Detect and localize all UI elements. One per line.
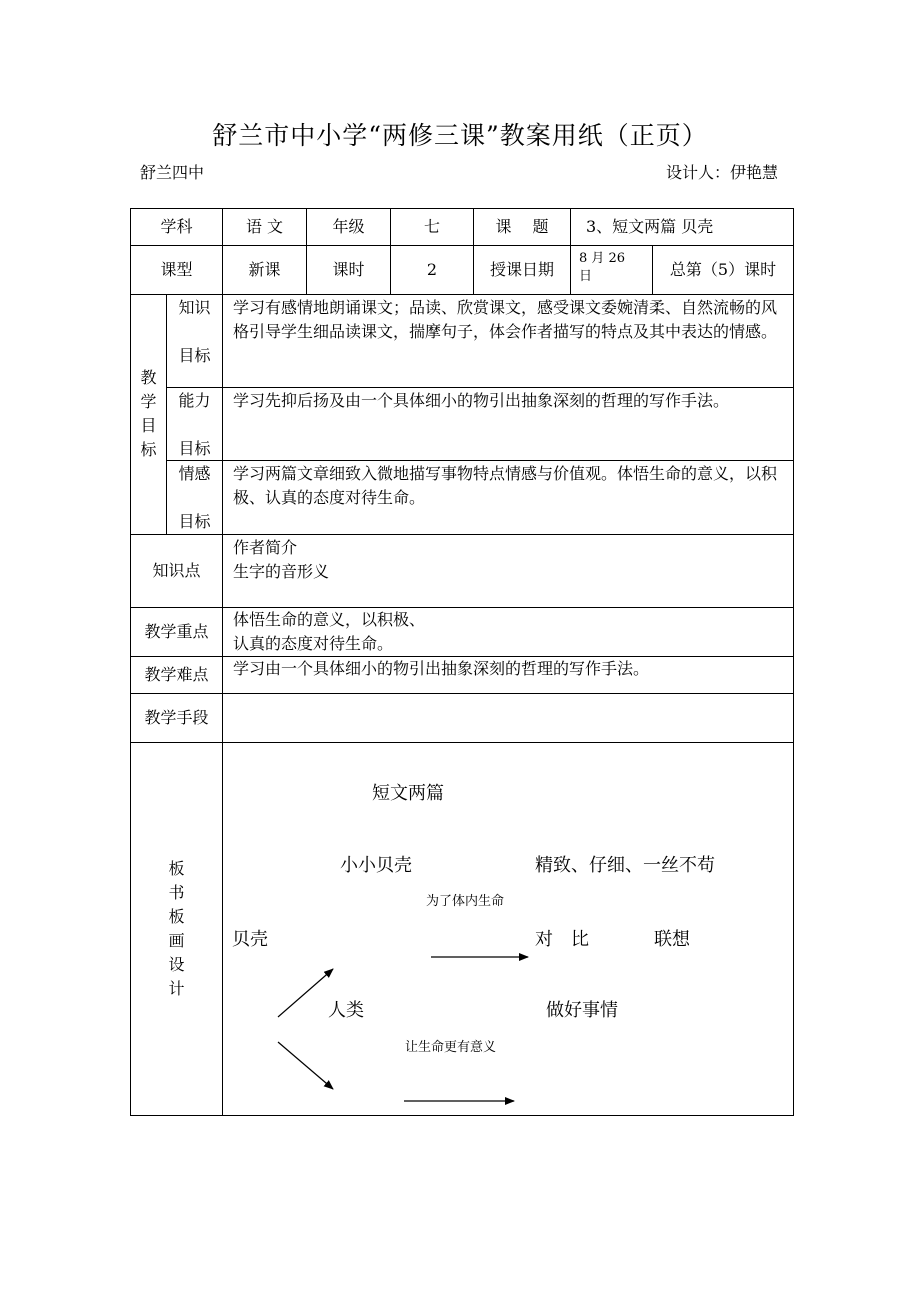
objectives-char: 标 [140,440,157,459]
board-shell: 贝壳 [232,929,268,950]
board-contrast: 对 比 [535,929,589,950]
knowledge-objective-text: 学习有感情地朗诵课文；品读、欣赏课文，感受课文委婉清柔、自然流畅的风格引导学生细品读课文，揣摩句子，体会作者描写的特点及其中表达的情感。 [233,298,778,341]
date-line-2: 日 [579,269,593,284]
emotion-label-top: 情感 [178,464,211,483]
knowledge-point-item: 作者简介 [233,538,298,557]
emotion-label-bottom: 目标 [178,512,211,531]
board-label-char: 计 [168,979,185,998]
objectives-char: 学 [140,392,157,411]
date-label: 授课日期 [489,260,554,279]
ability-objective-text: 学习先抑后扬及由一个具体细小的物引出抽象深刻的哲理的写作手法。 [233,391,730,410]
designer-name: 设计人：伊艳慧 [665,163,778,182]
board-label-char: 书 [168,883,185,902]
board-good-deeds: 做好事情 [546,1000,618,1021]
board-qualities: 精致、仔细、一丝不苟 [535,855,715,876]
topic-value: 3、短文两篇 贝壳 [586,217,714,236]
board-label-char: 画 [168,931,185,950]
grade-label: 年级 [332,217,365,236]
board-label-char: 设 [168,955,185,974]
date-line-1: 8 月 26 [579,251,626,266]
subject-value: 语 文 [245,217,284,236]
hours-value: 2 [426,260,438,279]
lesson-type-value: 新课 [248,260,281,279]
arrow-diagonal-up [278,969,333,1017]
key-points-label: 教学重点 [144,622,209,641]
page-title: 舒兰市中小学“两修三课”教案用纸（正页） [212,121,708,150]
board-small-shell: 小小贝壳 [340,855,412,876]
board-association: 联想 [654,929,690,950]
board-heading: 短文两篇 [372,783,444,804]
key-point-line: 体悟生命的意义，以积极、 [233,610,426,629]
knowledge-point-item: 生字的音形义 [233,562,330,581]
ability-label-top: 能力 [178,391,211,410]
board-label-char: 板 [168,907,185,926]
difficulties-content: 学习由一个具体细小的物引出抽象深刻的哲理的写作手法。 [233,659,650,678]
grade-value: 七 [423,217,440,236]
ability-label-bottom: 目标 [178,439,211,458]
subject-label: 学科 [160,217,193,236]
emotion-objective-text: 学习两篇文章细致入微地描写事物特点情感与价值观。体悟生命的意义，以积极、认真的态度对待生命。 [233,464,778,507]
arrow-diagonal-down [278,1042,333,1089]
knowledge-label-bottom: 目标 [178,346,211,365]
board-humans: 人类 [328,1000,364,1021]
objectives-char: 目 [140,416,157,435]
difficulties-label: 教学难点 [144,665,209,684]
total-hours: 总第（5）课时 [669,260,777,279]
key-point-line: 认真的态度对待生命。 [233,634,394,653]
hours-label: 课时 [332,260,365,279]
board-note-life: 为了体内生命 [426,894,505,909]
topic-label: 课 题 [495,217,549,236]
objectives-char: 教 [140,368,157,387]
board-label-char: 板 [168,859,185,878]
knowledge-label-top: 知识 [178,298,211,317]
board-note-meaning: 让生命更有意义 [405,1040,497,1055]
school-name: 舒兰四中 [140,163,205,182]
knowledge-points-label: 知识点 [152,561,201,580]
means-label: 教学手段 [144,708,209,727]
lesson-type-label: 课型 [160,260,193,279]
